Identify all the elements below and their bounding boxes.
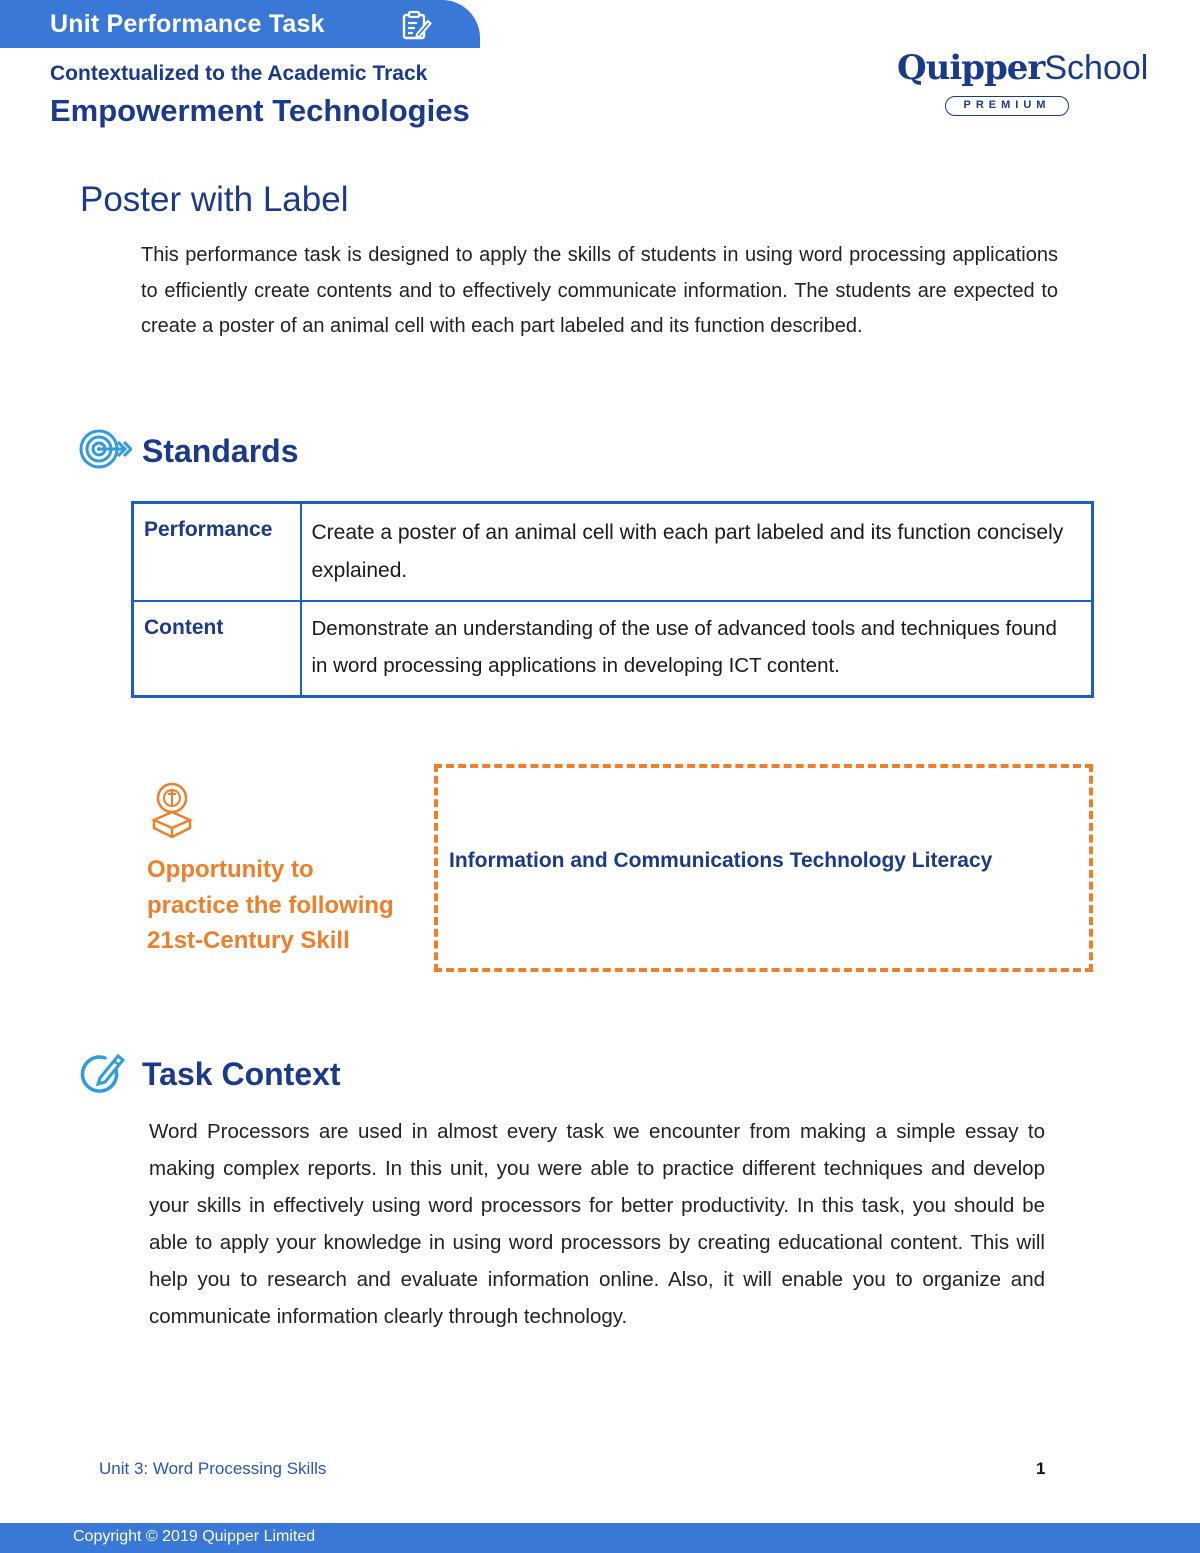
- brand-name-part1: Quipper: [897, 48, 1045, 88]
- performance-label: Performance: [133, 503, 301, 601]
- course-title: Empowerment Technologies: [50, 93, 470, 128]
- skill-name: Information and Communications Technology Literacy: [449, 849, 993, 872]
- standards-heading: Standards: [142, 433, 299, 469]
- task-intro: This performance task is designed to apply the skills of students in using word processing applications to efficiently create contents and to effectively communicate information. The students are expected to create a poster of an animal cell with each part labeled and its function described.: [141, 244, 1058, 337]
- copyright: Copyright © 2019 Quipper Limited: [73, 1528, 316, 1545]
- skill-label: Opportunity to practice the following 21st-Century Skill: [147, 856, 394, 954]
- skill-badge-icon: [146, 780, 198, 840]
- task-context-text: Word Processors are used in almost every task we encounter from making a simple essay to making complex reports. In this unit, you were able to practice different techniques and develop your skills in effectively using word processors for better productivity. In this task, you should be able to apply your knowledge in using word processors by creating educational content. This will help you to research and evaluate information online. Also, it will enable you to organize and communicate information clearly through technology.: [149, 1120, 1045, 1328]
- track-subtitle: Contextualized to the Academic Track: [50, 62, 428, 85]
- header-tab: [0, 0, 480, 48]
- footer-bar: [0, 1523, 1200, 1553]
- brand-name-part2: School: [1044, 49, 1149, 87]
- standards-table: [131, 501, 1094, 698]
- clipboard-edit-icon: [400, 9, 432, 41]
- table-row: [133, 503, 1093, 601]
- brand-tier-badge: PREMIUM: [945, 96, 1069, 116]
- tab-title: Unit Performance Task: [50, 9, 325, 38]
- pencil-circle-icon: [78, 1050, 128, 1096]
- target-icon: [78, 427, 132, 471]
- task-title: Poster with Label: [80, 180, 349, 219]
- task-context-heading: Task Context: [142, 1056, 341, 1092]
- footer-unit: Unit 3: Word Processing Skills: [99, 1459, 327, 1478]
- brand-name: [897, 48, 1148, 88]
- content-standard: Demonstrate an understanding of the use of advanced tools and techniques found in word processing applications in developing ICT content.: [301, 601, 1093, 697]
- page-number: 1: [1036, 1459, 1046, 1478]
- content-label: Content: [133, 601, 301, 697]
- brand-logo: [897, 48, 1149, 118]
- table-row: [133, 601, 1093, 697]
- performance-standard: Create a poster of an animal cell with each part labeled and its function concisely explained.: [301, 503, 1093, 601]
